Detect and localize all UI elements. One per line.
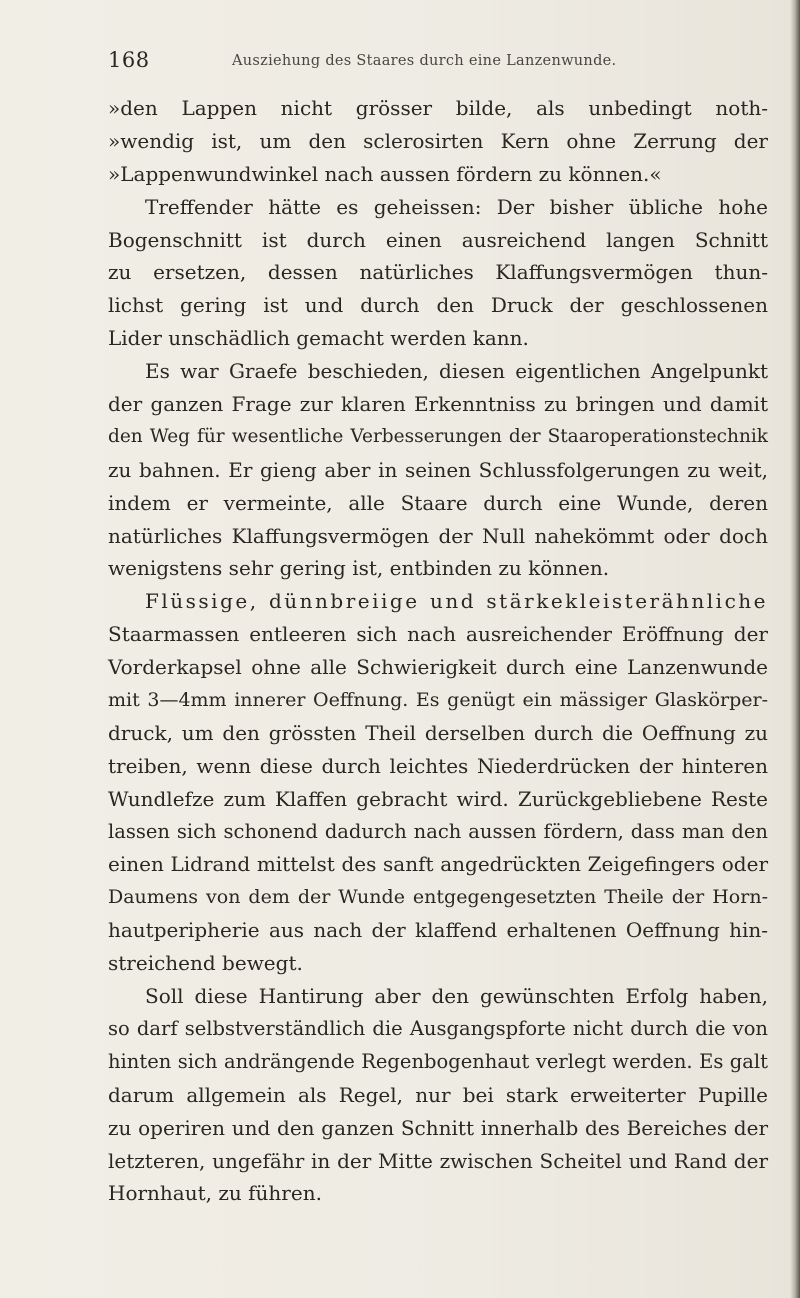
text-line: Flüssige, dünnbreiige und stärkekleisterähnliche xyxy=(145,589,768,614)
text-line: mit 3—4mm innerer Oeffnung. Es genügt ein mässiger Glaskörper- xyxy=(108,689,768,712)
text-line: Bogenschnitt ist durch einen ausreichend langen Schnitt xyxy=(108,227,768,252)
running-head xyxy=(108,48,768,78)
body-text xyxy=(108,92,768,1210)
text-line: zu bahnen. Er gieng aber in seinen Schlussfolgerungen zu weit, xyxy=(108,457,768,482)
text-line: den Weg für wesentliche Verbesserungen der Staaroperationstechnik xyxy=(108,425,768,447)
running-title: Ausziehung des Staares durch eine Lanzenwunde. xyxy=(232,53,617,69)
text-line: Staarmassen entleeren sich nach ausreichender Eröffnung der xyxy=(108,622,768,647)
text-line: »wendig ist, um den sclerosirten Kern ohne Zerrung der xyxy=(108,128,768,153)
text-line: wenigstens sehr gering ist, entbinden zu können. xyxy=(108,556,610,581)
text-line: Daumens von dem der Wunde entgegengesetzten Theile der Horn- xyxy=(108,886,768,909)
text-line: einen Lidrand mittelst des sanft angedrückten Zeigefingers oder xyxy=(108,852,768,877)
page-edge-shadow xyxy=(790,0,800,1298)
text-line: darum allgemein als Regel, nur bei stark erweiterter Pupille xyxy=(108,1082,768,1107)
text-line: indem er vermeinte, alle Staare durch eine Wunde, deren xyxy=(108,490,768,515)
text-line: hinten sich andrängende Regenbogenhaut verlegt werden. Es galt xyxy=(108,1049,768,1073)
text-line: Wundlefze zum Klaffen gebracht wird. Zurückgebliebene Reste xyxy=(108,786,768,811)
text-line: Lider unschädlich gemacht werden kann. xyxy=(108,326,529,351)
text-line: Es war Graefe beschieden, diesen eigentlichen Angelpunkt xyxy=(145,359,768,384)
text-line: der ganzen Frage zur klaren Erkenntniss zu bringen und damit xyxy=(108,392,768,417)
text-line: Vorderkapsel ohne alle Schwierigkeit durch eine Lanzenwunde xyxy=(108,655,768,680)
text-line: streichend bewegt. xyxy=(108,951,303,976)
text-line: Treffender hätte es geheissen: Der bisher übliche hohe xyxy=(145,194,768,219)
text-line: lassen sich schonend dadurch nach aussen fördern, dass man den xyxy=(108,819,768,843)
text-line: natürliches Klaffungsvermögen der Null nahekömmt oder doch xyxy=(108,523,768,548)
text-line: lichst gering ist und durch den Druck der geschlossenen xyxy=(108,293,768,318)
text-line: zu operiren und den ganzen Schnitt innerhalb des Bereiches der xyxy=(108,1115,768,1140)
text-line: »Lappenwundwinkel nach aussen fördern zu können.« xyxy=(108,161,662,186)
text-line: »den Lappen nicht grösser bilde, als unbedingt noth- xyxy=(108,96,768,120)
text-line: druck, um den grössten Theil derselben durch die Oeffnung zu xyxy=(108,720,768,745)
text-line: hautperipherie aus nach der klaffend erhaltenen Oeffnung hin- xyxy=(108,918,768,943)
text-line: so darf selbstverständlich die Ausgangspforte nicht durch die von xyxy=(108,1016,768,1040)
text-line: Soll diese Hantirung aber den gewünschten Erfolg haben, xyxy=(145,984,768,1009)
text-line: zu ersetzen, dessen natürliches Klaffungsvermögen thun- xyxy=(108,260,768,285)
page-number: 168 xyxy=(108,48,150,72)
text-line: Hornhaut, zu führen. xyxy=(108,1181,322,1206)
text-line: letzteren, ungefähr in der Mitte zwischen Scheitel und Rand der xyxy=(108,1148,768,1173)
text-line: treiben, wenn diese durch leichtes Niederdrücken der hinteren xyxy=(108,753,768,778)
